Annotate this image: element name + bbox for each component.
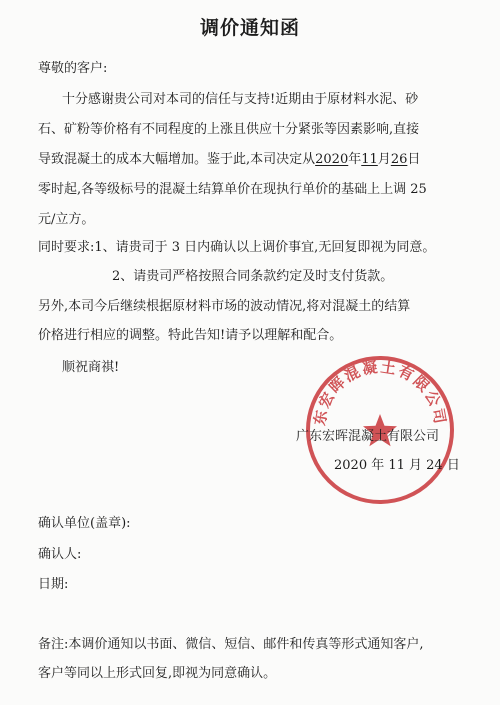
paragraph-1-line-5: 元/立方。 [38, 212, 95, 227]
paragraph-2-line-2: 价格进行相应的调整。特此告知!请予以理解和配合。 [38, 328, 343, 343]
requirement-1: 同时要求:1、请贵司于 3 日内确认以上调价事宜,无回复即视为同意。 [38, 240, 436, 255]
seal-text: 东宏晖混凝土有限公司 [310, 357, 450, 427]
closing-greeting: 顺祝商祺! [62, 360, 120, 375]
document-title: 调价通知函 [199, 17, 300, 39]
month-char: 月 [377, 152, 391, 167]
paragraph-1-line-1: 十分感谢贵公司对本司的信任与支持!近期由于原材料水泥、砂 [62, 92, 419, 107]
year-char: 年 [348, 152, 362, 167]
note-line-1: 备注:本调价通知以书面、微信、短信、邮件和传真等形式通知客户, [38, 637, 424, 652]
confirm-person-label: 确认人: [38, 547, 82, 562]
salutation: 尊敬的客户: [38, 61, 108, 76]
paragraph-1-line-3 [38, 151, 420, 169]
confirm-date-label: 日期: [38, 577, 69, 592]
signature-date: 2020 年 11 月 24 日 [334, 458, 460, 473]
confirm-unit-label: 确认单位(盖章): [38, 516, 131, 531]
signature-company: 广东宏晖混凝土有限公司 [296, 429, 440, 444]
effective-day: 26 [390, 152, 408, 167]
note-line-2: 客户等同以上形式回复,即视为同意确认。 [38, 666, 277, 681]
paragraph-1-line-4: 零时起,各等级标号的混凝土结算单价在现执行单价的基础上上调 25 [38, 182, 427, 197]
effective-month: 11 [361, 152, 378, 167]
paragraph-1-line-3-text: 导致混凝土的成本大幅增加。鉴于此,本司决定从 [38, 152, 316, 167]
requirement-2: 2、请贵司严格按照合同条款约定及时支付货款。 [112, 269, 394, 284]
paragraph-1-line-2: 石、矿粉等价格有不同程度的上涨且供应十分紧张等因素影响,直接 [38, 122, 420, 137]
paragraph-2-line-1: 另外,本司今后继续根据原材料市场的波动情况,将对混凝土的结算 [38, 299, 411, 314]
day-char: 日 [407, 152, 421, 167]
effective-year: 2020 [315, 152, 349, 167]
